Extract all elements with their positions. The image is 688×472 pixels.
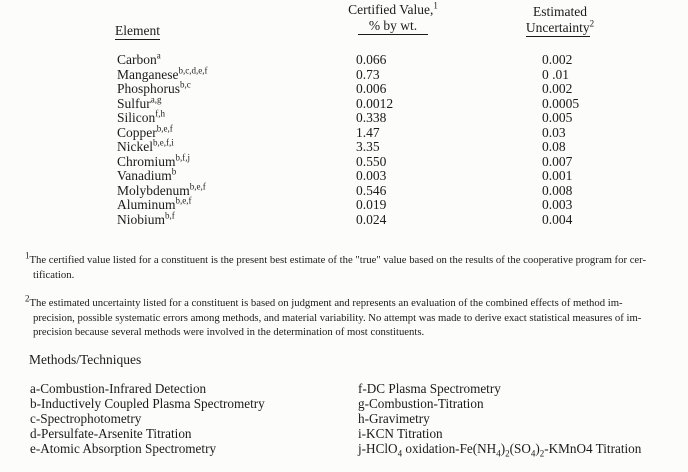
uncertainty-header-line1: Estimated [533, 4, 587, 19]
certified-value: 0.0012 [356, 95, 394, 111]
table-row [0, 168, 688, 183]
method-superscript: a [156, 50, 161, 61]
footnote-2 [25, 293, 685, 340]
table-row [0, 110, 688, 125]
method-superscript: b,f,j [175, 152, 191, 163]
footnote-1 [25, 250, 685, 282]
table-row [0, 139, 688, 154]
method-superscript: b,e,f [156, 123, 173, 134]
table-row [0, 52, 688, 67]
estimated-uncertainty: 0.08 [542, 139, 566, 155]
method-item: e-Atomic Absorption Spectrometry [30, 441, 217, 457]
methods-list-right [358, 381, 642, 460]
certified-value: 0.546 [356, 182, 387, 198]
estimated-uncertainty: 0.001 [542, 168, 573, 184]
method-superscript: b [171, 166, 177, 177]
certified-value: 0.73 [356, 66, 380, 82]
element-name: Phosphorus$^{b,c}$ [117, 79, 191, 97]
method-item: c-Spectrophotometry [30, 411, 142, 427]
method-item: d-Persulfate-Arsenite Titration [30, 426, 192, 442]
estimated-uncertainty: 0.003 [542, 197, 573, 213]
method-item: g-Combustion-Titration [358, 396, 484, 412]
certified-value-header-line1: Certified Value,$^1$ [348, 0, 438, 17]
column-header-element [115, 23, 160, 39]
method-superscript: b,c,d,e,f [178, 65, 208, 76]
certified-value: 3.35 [356, 139, 380, 155]
estimated-uncertainty: 0.005 [542, 110, 573, 126]
method-item: j-HClO$_4$ oxidation-$Fe(NH_4)_2(SO_4)_2-KMnO4$ Titration [358, 441, 642, 460]
method-superscript: a,g [150, 94, 162, 105]
element-name: Niobium$^{b,f}$ [117, 210, 175, 228]
estimated-uncertainty: 0.004 [542, 212, 573, 228]
estimated-uncertainty: 0.002 [542, 81, 573, 97]
element-table [0, 52, 688, 227]
certified-value: 0.024 [356, 212, 387, 228]
element-name: Aluminum$^{b,e,f}$ [117, 195, 192, 213]
estimated-uncertainty: 0.0005 [542, 95, 580, 111]
method-superscript: b,e,f [175, 195, 192, 206]
certified-value: 0.003 [356, 168, 387, 184]
estimated-uncertainty: 0 .01 [542, 66, 569, 82]
method-superscript: b,e,f,i [153, 137, 174, 148]
element-name: Copper$^{b,e,f}$ [117, 123, 173, 140]
table-row [0, 154, 688, 169]
table-row [0, 67, 688, 82]
element-name: Sulfur$^{a,g}$ [117, 94, 162, 111]
column-header-uncertainty [508, 4, 612, 36]
certified-value: 0.019 [356, 197, 387, 213]
methods-heading: Methods/Techniques [29, 352, 142, 367]
footnote-line: tification. [33, 268, 75, 281]
table-row [0, 183, 688, 198]
element-name: Silicon$^{f,h}$ [117, 108, 166, 126]
method-superscript: b,e,f [189, 181, 206, 192]
method-item: a-Combustion-Infrared Detection [30, 381, 207, 396]
column-header-element-label: Element [115, 23, 160, 38]
footnote-line: $^1$The certified value listed for a constituent is the present best estimate of the "true" value based on the results of the cooperative program for cer- [25, 250, 647, 266]
element-name: Molybdenum$^{b,e,f}$ [117, 181, 206, 198]
estimated-uncertainty: 0.008 [542, 182, 573, 198]
footnote-ref-1: 1 [433, 0, 438, 11]
method-superscript: f,h [155, 108, 166, 119]
certified-value: 0.066 [356, 52, 387, 67]
uncertainty-header-line2: Uncertainty$^2$ [525, 18, 595, 35]
element-name: Carbon$^a$ [117, 50, 161, 67]
footnote-line: precision because several methods were involved in the determination of most constituents. [33, 326, 425, 339]
certified-value: 0.006 [356, 81, 387, 97]
footnote-ref-2: 2 [589, 18, 595, 29]
method-superscript: b,f [165, 210, 175, 221]
element-name: Nickel$^{b,e,f,i}$ [117, 137, 174, 155]
estimated-uncertainty: 0.007 [542, 153, 573, 169]
table-row [0, 197, 688, 212]
footnote-line: precision, possible systematic errors among methods, and material variability. No attempt was made to derive exact statistical measures of im- [33, 311, 642, 324]
estimated-uncertainty: 0.03 [542, 124, 566, 140]
certified-value: 0.550 [356, 153, 387, 169]
footnote-line: $^2$The estimated uncertainty listed for a constituent is based on judgment and represents an evaluation of the combined effects of method im- [25, 293, 623, 309]
table-row [0, 212, 688, 227]
element-name: Vanadium$^b$ [117, 166, 177, 184]
method-item: i-KCN Titration [358, 426, 443, 442]
certified-value: 0.338 [356, 110, 387, 126]
method-superscript: b,c [180, 79, 191, 90]
methods-list-left [30, 381, 265, 456]
method-item: h-Gravimetry [358, 411, 430, 427]
certified-value-header-line2: % by wt. [330, 18, 456, 34]
certified-value: 1.47 [356, 124, 380, 140]
table-row [0, 125, 688, 140]
method-item: f-DC Plasma Spectrometry [358, 381, 501, 396]
element-name: Chromium$^{b,f,j}$ [117, 152, 191, 169]
table-row [0, 96, 688, 111]
estimated-uncertainty: 0.002 [542, 52, 573, 67]
element-name: Manganese$^{b,c,d,e,f}$ [117, 65, 208, 82]
table-row [0, 81, 688, 96]
column-header-certified-value [330, 2, 456, 34]
method-item: b-Inductively Coupled Plasma Spectrometry [30, 396, 265, 412]
